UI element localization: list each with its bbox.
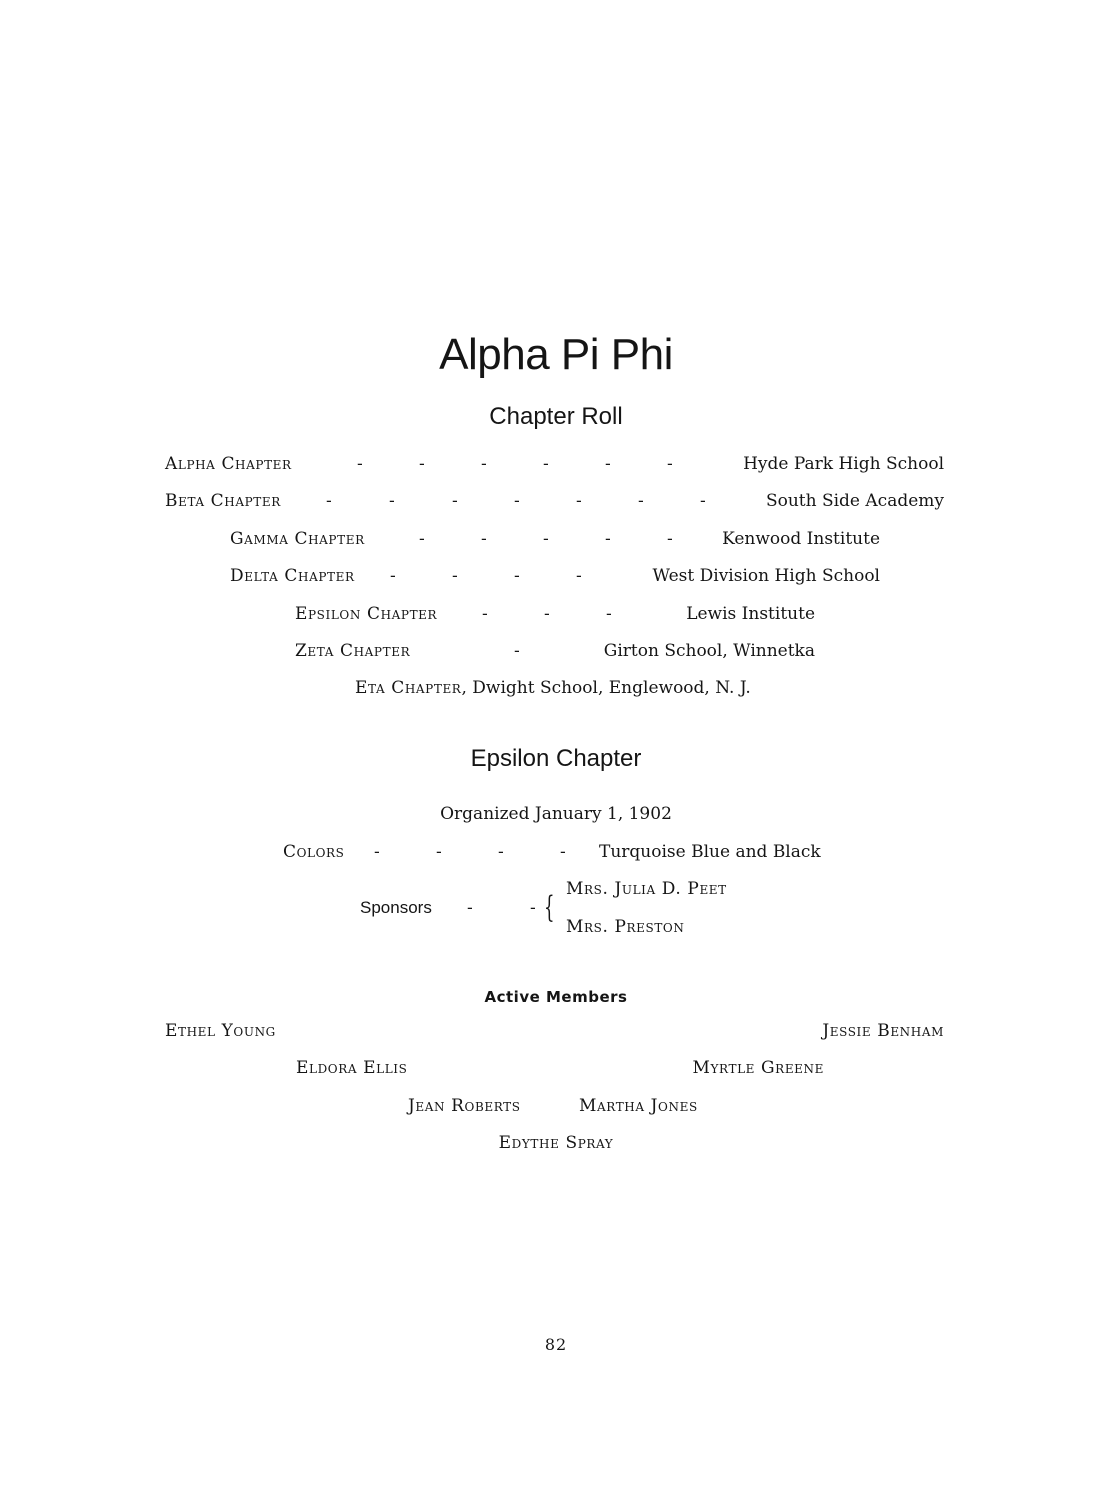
- leader-dash: -: [326, 491, 332, 511]
- chapter-school: , Dwight School, Englewood, N. J.: [461, 678, 751, 698]
- chapter-name: Eta Chapter: [355, 678, 462, 698]
- chapter-name: Zeta Chapter: [295, 641, 411, 661]
- chapter-roll-heading: Chapter Roll: [489, 403, 623, 430]
- chapter-school: Lewis Institute: [686, 604, 815, 624]
- sponsors-brace: {: [544, 890, 555, 925]
- chapter-name: Alpha Chapter: [165, 454, 292, 474]
- sponsor-name: Mrs. Preston: [566, 917, 685, 937]
- member-name: Ethel Young: [165, 1021, 276, 1041]
- leader-dash: -: [576, 491, 582, 511]
- leader-dash: -: [467, 898, 473, 918]
- sponsor-name: Mrs. Julia D. Peet: [566, 879, 727, 899]
- leader-dash: -: [357, 454, 363, 474]
- leader-dash: -: [560, 842, 566, 862]
- leader-dash: -: [700, 491, 706, 511]
- leader-dash: -: [605, 529, 611, 549]
- leader-dash: -: [452, 566, 458, 586]
- leader-dash: -: [638, 491, 644, 511]
- leader-dash: -: [667, 529, 673, 549]
- leader-dash: -: [498, 842, 504, 862]
- leader-dash: -: [436, 842, 442, 862]
- chapter-name: Gamma Chapter: [230, 529, 365, 549]
- leader-dash: -: [544, 604, 550, 624]
- leader-dash: -: [419, 454, 425, 474]
- leader-dash: -: [452, 491, 458, 511]
- chapter-name: Delta Chapter: [230, 566, 355, 586]
- member-name: Jean Roberts: [408, 1096, 521, 1116]
- active-members-heading: Active Members: [484, 988, 628, 1006]
- leader-dash: -: [667, 454, 673, 474]
- epsilon-chapter-heading: Epsilon Chapter: [470, 745, 642, 772]
- leader-dash: -: [543, 454, 549, 474]
- chapter-school: West Division High School: [652, 566, 880, 586]
- sponsors-label: Sponsors: [360, 898, 432, 917]
- leader-dash: -: [481, 529, 487, 549]
- leader-dash: -: [389, 491, 395, 511]
- page-number: 82: [544, 1335, 568, 1354]
- chapter-school: Hyde Park High School: [743, 454, 944, 474]
- leader-dash: -: [530, 898, 536, 918]
- chapter-school: South Side Academy: [765, 491, 944, 511]
- organized-date: Organized January 1, 1902: [440, 804, 672, 824]
- page-title: Alpha Pi Phi: [439, 330, 673, 379]
- leader-dash: -: [514, 491, 520, 511]
- leader-dash: -: [481, 454, 487, 474]
- leader-dash: -: [605, 454, 611, 474]
- colors-label: Colors: [283, 842, 345, 862]
- leader-dash: -: [482, 604, 488, 624]
- eta-chapter-line: [355, 678, 751, 698]
- leader-dash: -: [576, 566, 582, 586]
- leader-dash: -: [514, 641, 520, 661]
- leader-dash: -: [514, 566, 520, 586]
- leader-dash: -: [606, 604, 612, 624]
- leader-dash: -: [390, 566, 396, 586]
- member-name: Edythe Spray: [498, 1133, 614, 1153]
- member-name: Jessie Benham: [822, 1021, 944, 1041]
- chapter-name: Beta Chapter: [165, 491, 281, 511]
- leader-dash: -: [374, 842, 380, 862]
- chapter-school: Kenwood Institute: [722, 529, 880, 549]
- leader-dash: -: [419, 529, 425, 549]
- chapter-school: Girton School, Winnetka: [603, 641, 815, 661]
- colors-value: Turquoise Blue and Black: [599, 842, 821, 862]
- member-name: Eldora Ellis: [296, 1058, 408, 1078]
- member-name: Myrtle Greene: [692, 1058, 824, 1078]
- member-name: Martha Jones: [579, 1096, 698, 1116]
- leader-dash: -: [543, 529, 549, 549]
- chapter-name: Epsilon Chapter: [295, 604, 438, 624]
